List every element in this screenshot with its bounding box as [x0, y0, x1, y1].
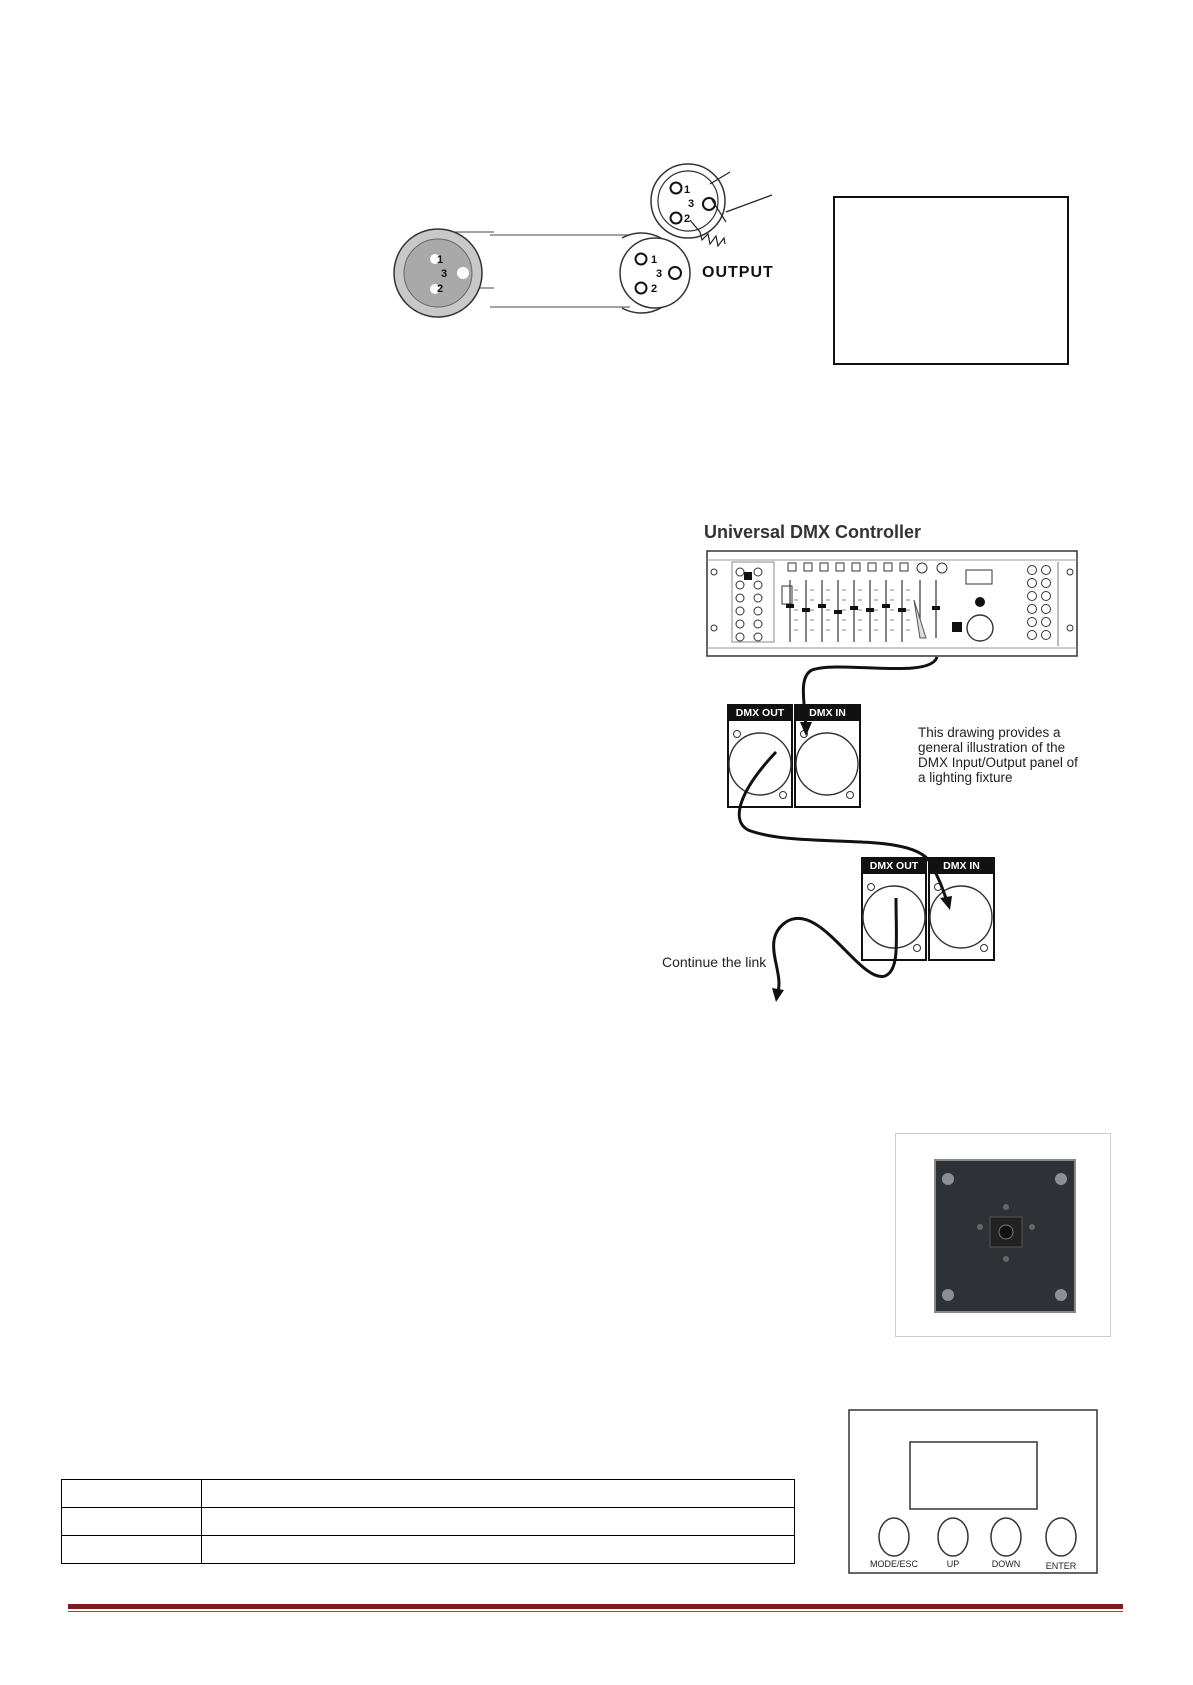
dmx-out-label-2: DMX OUT: [863, 859, 925, 874]
enter-button: [1046, 1518, 1076, 1556]
xlr-male-connector: [394, 229, 482, 317]
table-cell: [62, 1536, 202, 1564]
table-cell: [62, 1508, 202, 1536]
svg-text:2: 2: [684, 213, 691, 225]
fixture-bottom-photo: [930, 1155, 1080, 1315]
svg-text:1: 1: [684, 184, 691, 196]
dmx-chain-note: This drawing provides a general illustration of the DMX Input/Output panel of a lighting fixture: [918, 725, 1078, 785]
svg-text:1: 1: [437, 254, 444, 266]
control-panel-diagram: [848, 1409, 1098, 1575]
down-label: DOWN: [991, 1559, 1021, 1569]
dmx-in-label-2: DMX IN: [930, 859, 993, 874]
continue-link-label: Continue the link: [662, 954, 767, 970]
dmx-in-label-1: DMX IN: [796, 706, 859, 721]
table-cell: [62, 1480, 202, 1508]
footer-rule: [68, 1604, 1123, 1609]
mode-esc-button: [879, 1518, 909, 1556]
xlr-note-box: [833, 196, 1069, 365]
svg-text:3: 3: [688, 198, 695, 210]
svg-text:2: 2: [437, 283, 444, 295]
table-row: [62, 1508, 795, 1536]
dmx-cable-illustration: [600, 640, 1060, 1000]
dmx-out-label-1: DMX OUT: [729, 706, 791, 721]
svg-text:3: 3: [441, 268, 448, 280]
xlr-terminator-connector: [651, 164, 772, 246]
table-row: [62, 1536, 795, 1564]
svg-text:2: 2: [651, 283, 658, 295]
info-table: [61, 1479, 795, 1564]
table-row: [62, 1480, 795, 1508]
footer-rule-thin: [68, 1611, 1123, 1612]
svg-text:3: 3: [656, 268, 663, 280]
controller-title: Universal DMX Controller: [704, 522, 922, 542]
table-cell: [202, 1536, 795, 1564]
xlr-female-connector: [620, 233, 690, 313]
lcd-display: [910, 1442, 1037, 1509]
table-cell: [202, 1480, 795, 1508]
table-cell: [202, 1508, 795, 1536]
output-label: OUTPUT: [702, 264, 774, 281]
svg-text:1: 1: [651, 254, 658, 266]
enter-label: ENTER: [1045, 1561, 1077, 1571]
down-button: [991, 1518, 1021, 1556]
mode-esc-label: MODE/ESC: [869, 1559, 919, 1569]
up-button: [938, 1518, 968, 1556]
up-label: UP: [946, 1559, 960, 1569]
